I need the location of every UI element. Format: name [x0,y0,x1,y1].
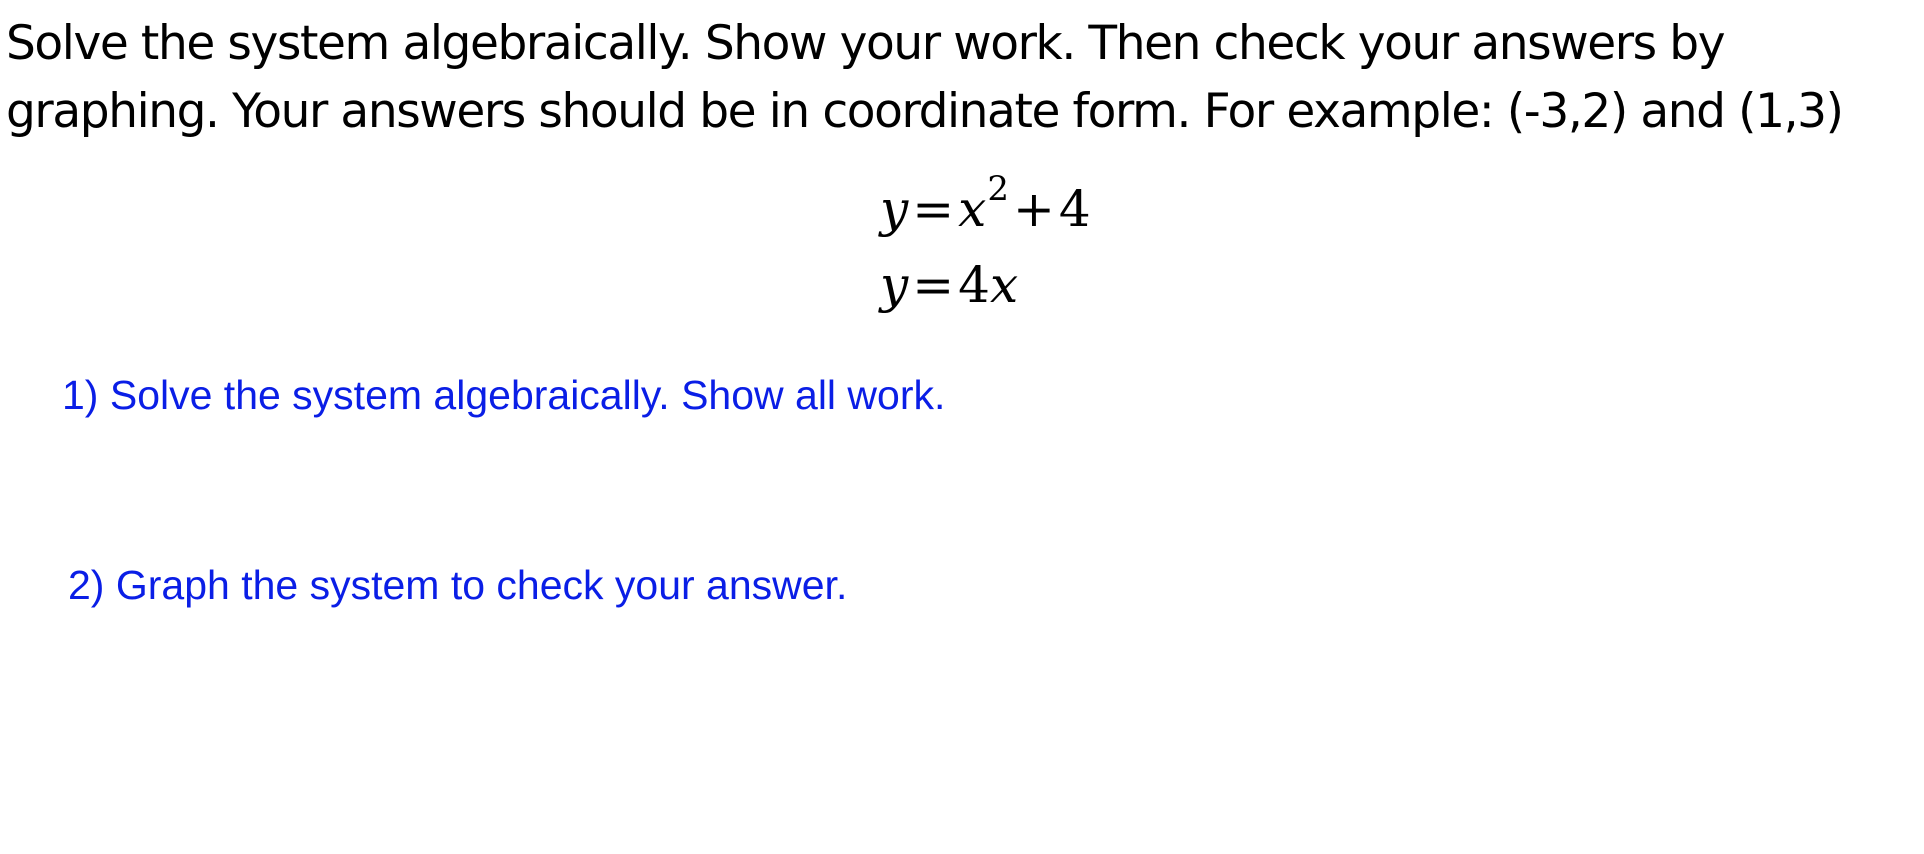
instructions [6,10,1916,146]
instructions-line-2: graphing. Your answers should be in coordinate form. For example: (-3,2) and (1,3) [6,84,1843,139]
instructions-line-1: Solve the system algebraically. Show your work. Then check your answers by [6,16,1725,71]
eq1-lhs: y [880,180,909,238]
work-area-1[interactable] [60,430,1860,550]
eq2-lhs: y [880,256,909,314]
work-area-2[interactable] [60,620,1860,840]
eq1-constant: 4 [1058,180,1091,238]
question-1: 1) Solve the system algebraically. Show all work. [62,372,946,418]
eq1-plus: + [1013,180,1055,238]
eq1-exponent: 2 [987,169,1009,209]
eq2-variable: x [989,256,1019,314]
equation-line [880,256,1018,314]
eq2-coefficient: 4 [958,256,990,314]
question-2: 2) Graph the system to check your answer. [68,562,848,608]
eq1-variable: x [958,180,987,238]
eq1-equals: = [912,180,955,238]
equation-parabola [880,169,1091,238]
eq2-equals: = [912,256,955,314]
